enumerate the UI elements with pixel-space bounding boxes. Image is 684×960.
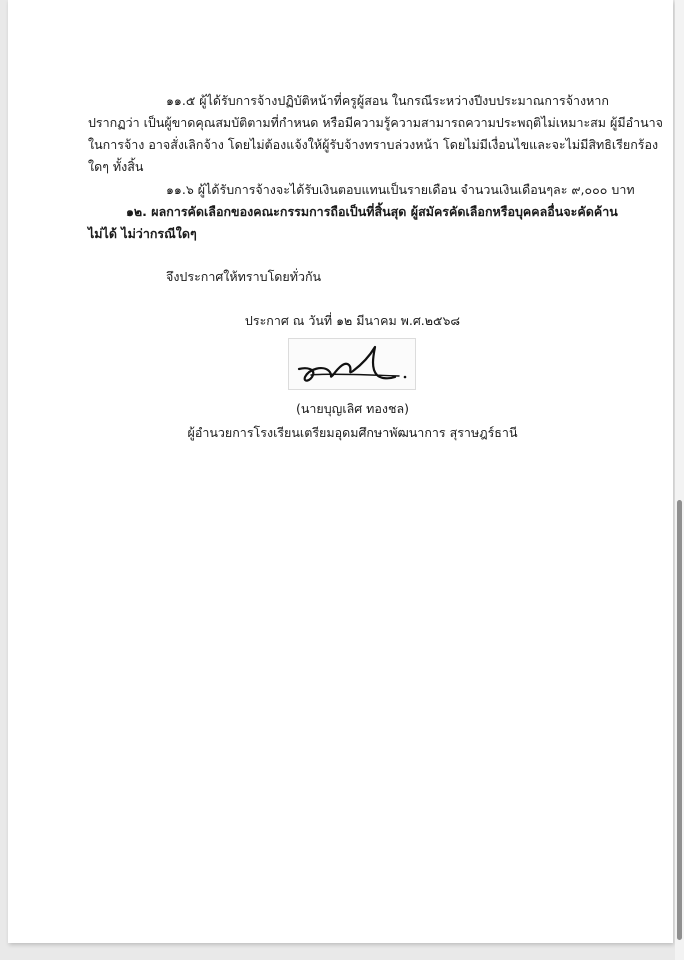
item-11-5-line-1: ๑๑.๕ ผู้ได้รับการจ้างปฏิบัติหน้าที่ครูผู้สอน ในกรณีระหว่างปีงบประมาณการจ้างหาก — [166, 93, 609, 108]
item-11-6: ๑๑.๖ ผู้ได้รับการจ้างจะได้รับเงินตอบแทนเป็นรายเดือน จำนวนเงินเดือนๆละ ๙,๐๐๐ บาท — [166, 182, 635, 197]
item-11-5-line-4: ใดๆ ทั้งสิ้น — [88, 159, 144, 174]
signer-position: ผู้อำนวยการโรงเรียนเตรียมอุดมศึกษาพัฒนาการ สุราษฎร์ธานี — [187, 425, 518, 440]
item-12-line-1: ๑๒. ผลการคัดเลือกของคณะกรรมการถือเป็นที่สิ้นสุด ผู้สมัครคัดเลือกหรือบุคคลอื่นจะคัดค้าน — [126, 204, 618, 219]
announcement-text: จึงประกาศให้ทราบโดยทั่วกัน — [166, 269, 322, 284]
announcement-date: ประกาศ ณ วันที่ ๑๒ มีนาคม พ.ศ.๒๕๖๘ — [244, 313, 461, 328]
document-page — [8, 0, 673, 943]
scrollbar-thumb[interactable] — [677, 500, 682, 940]
item-11-5-line-3: ในการจ้าง อาจสั่งเลิกจ้าง โดยไม่ต้องแจ้งให้ผู้รับจ้างทราบล่วงหน้า โดยไม่มีเงื่อนไขและจะไม่มีสิทธิเรียกร้อง — [88, 137, 659, 152]
signature — [288, 338, 416, 390]
item-12-line-2: ไม่ได้ ไม่ว่ากรณีใดๆ — [88, 226, 197, 241]
item-11-5-line-2: ปรากฏว่า เป็นผู้ขาดคุณสมบัติตามที่กำหนด หรือมีความรู้ความสามารถความประพฤติไม่เหมาะสม ผู้มีอำนาจ — [88, 115, 663, 130]
signer-name: (นายบุญเลิศ ทองชล) — [295, 401, 410, 416]
signature-image — [289, 339, 415, 389]
